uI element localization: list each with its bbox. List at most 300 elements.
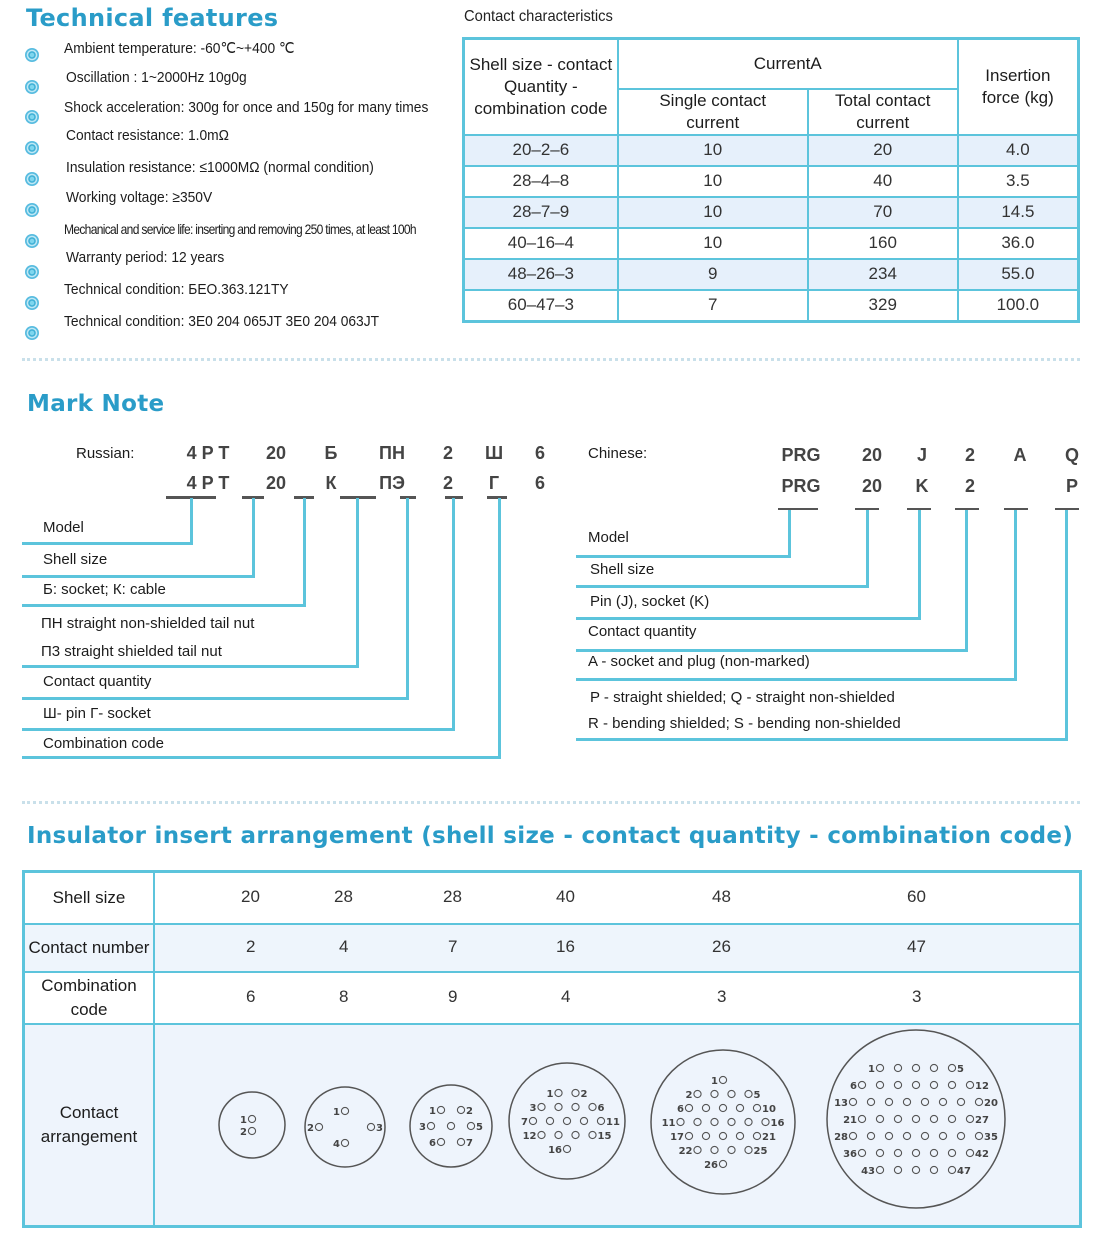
- value-cell: 8: [339, 986, 349, 1006]
- pin-label: 3: [376, 1122, 383, 1134]
- cell-force: 3.5: [958, 166, 1079, 197]
- feature-item: Working voltage: ≥350V: [66, 189, 213, 206]
- contact-pin: [694, 1118, 701, 1125]
- contact-pin: [930, 1115, 937, 1122]
- contact-pin: [685, 1132, 692, 1139]
- contact-pin: [457, 1106, 464, 1113]
- contact-pin: [930, 1166, 937, 1173]
- pin-label: 2: [580, 1088, 588, 1100]
- pin-label: 27: [975, 1114, 989, 1126]
- contact-pin: [921, 1132, 928, 1139]
- pin-label: 3: [419, 1121, 426, 1133]
- underline: [778, 508, 818, 510]
- contact-pin: [858, 1081, 865, 1088]
- contact-pin: [315, 1123, 322, 1130]
- leader-line: [866, 510, 869, 588]
- code-part: Ш: [484, 443, 504, 463]
- pin-label: 3: [529, 1102, 537, 1114]
- legend-line: [22, 575, 255, 578]
- contact-pin: [702, 1104, 709, 1111]
- value-cell: 16: [556, 936, 575, 956]
- legend-line: [576, 555, 791, 558]
- row-label: Shell size: [24, 872, 155, 924]
- pin-label: 10: [762, 1103, 776, 1115]
- feature-item: Insulation resistance: ≤1000MΩ (normal condition): [66, 159, 374, 176]
- feature-item: Oscillation : 1~2000Hz 10g0g: [66, 69, 247, 86]
- pin-label: 1: [333, 1106, 340, 1118]
- pin-label: 11: [661, 1117, 676, 1129]
- contact-pin: [930, 1081, 937, 1088]
- contact-characteristics-table: [462, 37, 1080, 323]
- legend-item: П3 straight shielded tail nut: [41, 643, 222, 660]
- bullet-icon: [25, 296, 39, 310]
- value-cell: 40: [556, 887, 575, 906]
- arrangement-diagrams: [154, 1024, 1081, 1227]
- cell-force: 36.0: [958, 228, 1079, 259]
- code-part: 2: [964, 476, 975, 496]
- cell-code: 28–4–8: [464, 166, 618, 197]
- cell-total: 234: [808, 259, 958, 290]
- legend-item: P - straight shielded; Q - straight non-shielded: [590, 689, 895, 706]
- bullet-icon: [25, 80, 39, 94]
- value-cell: 3: [717, 986, 727, 1006]
- contact-pin: [694, 1090, 701, 1097]
- header-single: Single contact current: [618, 89, 808, 135]
- cell-single: 10: [618, 135, 808, 166]
- contact-pin: [912, 1115, 919, 1122]
- leader-line: [918, 510, 921, 620]
- pin-label: 7: [521, 1116, 528, 1128]
- value-cell: 60: [907, 887, 926, 906]
- contact-pin: [975, 1098, 982, 1105]
- contact-pin: [555, 1131, 562, 1138]
- value-cell: 4: [339, 936, 349, 956]
- section-divider: [22, 801, 1080, 804]
- legend-item: R - bending shielded; S - bending non-shielded: [588, 715, 901, 732]
- value-cell: 6: [246, 986, 256, 1006]
- legend-line: [22, 665, 359, 668]
- pin-label: 6: [850, 1080, 857, 1092]
- value-cell: 7: [448, 936, 458, 956]
- cell-single: 9: [618, 259, 808, 290]
- contact-pin: [427, 1122, 434, 1129]
- contact-pin: [948, 1166, 955, 1173]
- contact-pin: [711, 1146, 718, 1153]
- contact-pin: [457, 1138, 464, 1145]
- feature-item: Shock acceleration: 300g for once and 150g for many times: [64, 99, 429, 116]
- bullet-icon: [25, 265, 39, 279]
- contact-pin: [912, 1064, 919, 1071]
- pin-label: 4: [333, 1138, 340, 1150]
- contact-pin: [719, 1104, 726, 1111]
- contact-values: [154, 924, 1081, 972]
- contact-pin: [948, 1149, 955, 1156]
- cell-single: 10: [618, 166, 808, 197]
- feature-item: Technical condition: 3E0 204 065JT 3E0 204 063JT: [64, 313, 380, 330]
- leader-line: [303, 498, 306, 607]
- pin-label: 28: [834, 1131, 848, 1143]
- pin-label: 47: [957, 1165, 971, 1177]
- contact-pin: [538, 1103, 545, 1110]
- connector-face-5: [651, 1050, 795, 1194]
- pin-label: 22: [678, 1145, 693, 1157]
- feature-item: Warranty period: 12 years: [66, 249, 225, 266]
- contact-pin: [546, 1117, 553, 1124]
- code-part: K: [915, 476, 929, 496]
- leader-line: [788, 510, 791, 558]
- contact-pin: [948, 1081, 955, 1088]
- bullet-icon: [25, 110, 39, 124]
- insulator-table: [22, 870, 1082, 1228]
- cell-total: 329: [808, 290, 958, 322]
- code-part: ПЭ: [379, 473, 405, 493]
- table-row: [464, 135, 1079, 166]
- contact-pin: [903, 1098, 910, 1105]
- pin-label: 15: [597, 1130, 612, 1142]
- pin-label: 5: [476, 1121, 483, 1133]
- contact-pin: [753, 1104, 760, 1111]
- pin-label: 12: [975, 1080, 989, 1092]
- legend-line: [22, 728, 455, 731]
- table-row: [464, 290, 1079, 322]
- contact-pin: [948, 1064, 955, 1071]
- value-cell: 26: [712, 936, 731, 956]
- contact-pin: [966, 1149, 973, 1156]
- contact-pin: [849, 1132, 856, 1139]
- value-cell: 2: [246, 936, 256, 956]
- contact-pin: [858, 1149, 865, 1156]
- contact-pin: [885, 1132, 892, 1139]
- code-part: 4 P T: [186, 473, 230, 493]
- contact-pin: [930, 1064, 937, 1071]
- pin-label: 2: [466, 1105, 473, 1117]
- cell-code: 40–16–4: [464, 228, 618, 259]
- bullet-icon: [25, 48, 39, 62]
- bullet-icon: [25, 203, 39, 217]
- contact-pin: [589, 1103, 596, 1110]
- code-part: 2: [442, 443, 453, 463]
- contact-pin: [572, 1103, 579, 1110]
- contact-pin: [876, 1166, 883, 1173]
- legend-line: [22, 542, 193, 545]
- contact-pin: [894, 1149, 901, 1156]
- combo-values: [154, 972, 1081, 1024]
- contact-number-row: [24, 924, 1081, 972]
- contact-pin: [867, 1098, 874, 1105]
- pin-label: 6: [429, 1137, 436, 1149]
- cell-force: 4.0: [958, 135, 1079, 166]
- connector-face-6: [827, 1030, 1005, 1208]
- chinese-label: Chinese:: [588, 445, 648, 462]
- legend-item: Pin (J), socket (K): [590, 593, 710, 610]
- leader-line: [965, 510, 968, 652]
- value-cell: 9: [448, 986, 458, 1006]
- contact-pin: [753, 1132, 760, 1139]
- leader-line: [1065, 510, 1068, 741]
- legend-line: [22, 697, 409, 700]
- pin-label: 16: [770, 1117, 785, 1129]
- pin-label: 2: [240, 1126, 247, 1138]
- cell-total: 40: [808, 166, 958, 197]
- legend-item: Shell size: [43, 551, 108, 568]
- bullet-icon: [25, 172, 39, 186]
- pin-label: 21: [762, 1131, 776, 1143]
- pin-label: 35: [984, 1131, 998, 1143]
- contact-pin: [736, 1104, 743, 1111]
- code-part: Г: [488, 473, 500, 493]
- technical-features-title: Technical features: [26, 4, 279, 32]
- contact-pin: [719, 1076, 726, 1083]
- code-part: 4 P T: [186, 443, 230, 463]
- contact-pin: [912, 1149, 919, 1156]
- value-cell: 20: [241, 887, 260, 906]
- contact-pin: [719, 1132, 726, 1139]
- pin-label: 1: [429, 1105, 436, 1117]
- header-current: CurrentA: [618, 39, 958, 89]
- pin-label: 1: [240, 1114, 247, 1126]
- contact-pin: [694, 1146, 701, 1153]
- feature-item: Ambient temperature: -60℃~+400 ℃: [64, 40, 295, 57]
- pin-label: 21: [843, 1114, 857, 1126]
- code-part: ПН: [379, 443, 405, 463]
- code-part: A: [1013, 445, 1027, 465]
- legend-item: Ш- pin Г- socket: [43, 705, 151, 722]
- insulator-title: Insulator insert arrangement (shell size - contact quantity - combination code): [27, 823, 1074, 849]
- contact-pin: [912, 1081, 919, 1088]
- connector-face-1: [219, 1092, 285, 1158]
- contact-pin: [885, 1098, 892, 1105]
- connector-face-3: [410, 1085, 492, 1167]
- feature-item: Contact resistance: 1.0mΩ: [66, 127, 229, 144]
- code-part: 2: [964, 445, 975, 465]
- table-row: [464, 166, 1079, 197]
- underline: [487, 496, 507, 499]
- connector-face-2: [305, 1087, 385, 1167]
- legend-item: Б: socket; К: cable: [43, 581, 166, 598]
- pin-label: 17: [670, 1131, 684, 1143]
- pin-label: 42: [975, 1148, 989, 1160]
- leader-line: [190, 498, 193, 545]
- pin-label: 1: [868, 1063, 875, 1075]
- arrangement-svg: [155, 1025, 1079, 1225]
- code-part: J: [916, 445, 927, 465]
- pin-label: 12: [522, 1130, 537, 1142]
- legend-line: [576, 585, 869, 588]
- contact-pin: [685, 1104, 692, 1111]
- pin-label: 1: [711, 1075, 718, 1087]
- row-label: Contact number: [24, 924, 155, 972]
- contact-pin: [894, 1115, 901, 1122]
- section-divider: [22, 358, 1080, 361]
- pin-label: 6: [677, 1103, 684, 1115]
- pin-label: 20: [984, 1097, 998, 1109]
- cell-force: 100.0: [958, 290, 1079, 322]
- contact-pin: [867, 1132, 874, 1139]
- feature-item: Mechanical and service life: inserting and removing 250 times, at least 100h: [64, 221, 416, 237]
- contact-pin: [529, 1117, 536, 1124]
- contact-pin: [580, 1117, 587, 1124]
- contact-pin: [711, 1090, 718, 1097]
- code-part: 20: [265, 473, 287, 493]
- leader-line: [498, 498, 501, 759]
- shell-values: [154, 872, 1081, 924]
- contact-pin: [447, 1122, 454, 1129]
- contact-pin: [876, 1149, 883, 1156]
- pin-label: 2: [307, 1122, 314, 1134]
- contact-pin: [745, 1090, 752, 1097]
- leader-line: [1014, 510, 1017, 681]
- code-part: 20: [265, 443, 287, 463]
- header-total: Total contact current: [808, 89, 958, 135]
- bullet-icon: [25, 141, 39, 155]
- code-part: К: [325, 473, 337, 493]
- legend-item: Model: [588, 529, 629, 546]
- contact-pin: [939, 1098, 946, 1105]
- leader-line: [356, 498, 359, 668]
- contact-pin: [849, 1098, 856, 1105]
- code-part: Б: [324, 443, 338, 463]
- code-part: PRG: [781, 445, 821, 465]
- contact-pin: [589, 1131, 596, 1138]
- code-part: 6: [534, 473, 545, 493]
- shell-size-row: [24, 872, 1081, 924]
- code-part: Q: [1064, 445, 1079, 465]
- contact-pin: [711, 1118, 718, 1125]
- russian-label: Russian:: [76, 445, 135, 462]
- contact-pin: [876, 1064, 883, 1071]
- contact-pin: [912, 1166, 919, 1173]
- row-label: Combination code: [24, 972, 155, 1024]
- contact-pin: [538, 1131, 545, 1138]
- contact-pin: [563, 1145, 570, 1152]
- legend-item: A - socket and plug (non-marked): [588, 653, 810, 670]
- legend-item: Contact quantity: [588, 623, 697, 640]
- contact-pin: [745, 1118, 752, 1125]
- contact-characteristics-title: Contact characteristics: [464, 8, 613, 25]
- cell-code: 20–2–6: [464, 135, 618, 166]
- code-part: PRG: [781, 476, 821, 496]
- contact-pin: [728, 1118, 735, 1125]
- contact-pin: [677, 1118, 684, 1125]
- contact-pin: [572, 1131, 579, 1138]
- legend-line: [576, 738, 1068, 741]
- contact-pin: [966, 1115, 973, 1122]
- leader-line: [406, 498, 409, 698]
- contact-pin: [728, 1090, 735, 1097]
- contact-pin: [876, 1115, 883, 1122]
- contact-pin: [437, 1106, 444, 1113]
- leader-line: [252, 498, 255, 578]
- contact-pin: [903, 1132, 910, 1139]
- contact-pin: [719, 1160, 726, 1167]
- combination-code-row: [24, 972, 1081, 1024]
- contact-pin: [341, 1107, 348, 1114]
- bullet-icon: [25, 234, 39, 248]
- pin-label: 25: [753, 1145, 768, 1157]
- contact-pin: [957, 1132, 964, 1139]
- legend-line: [22, 604, 306, 607]
- cell-total: 160: [808, 228, 958, 259]
- legend-item: Shell size: [590, 561, 655, 578]
- pin-label: 11: [606, 1116, 620, 1128]
- contact-pin: [367, 1123, 374, 1130]
- legend-item: ПН straight non-shielded tail nut: [41, 615, 255, 632]
- contact-pin: [728, 1146, 735, 1153]
- value-cell: 47: [907, 936, 926, 956]
- cell-single: 7: [618, 290, 808, 322]
- cell-single: 10: [618, 228, 808, 259]
- leader-line: [452, 498, 455, 730]
- contact-pin: [555, 1103, 562, 1110]
- contact-pin: [467, 1122, 474, 1129]
- contact-pin: [341, 1139, 348, 1146]
- contact-pin: [572, 1089, 579, 1096]
- table-row: [464, 228, 1079, 259]
- cell-code: 48–26–3: [464, 259, 618, 290]
- legend-item: Model: [43, 519, 84, 536]
- contact-pin: [597, 1117, 604, 1124]
- feature-item: Technical condition: БЕО.363.121TY: [64, 281, 289, 298]
- legend-line: [576, 617, 921, 620]
- pin-label: 6: [597, 1102, 605, 1114]
- pin-label: 43: [861, 1165, 875, 1177]
- mark-note-title: Mark Note: [27, 391, 165, 417]
- contact-pin: [563, 1117, 570, 1124]
- contact-pin: [930, 1149, 937, 1156]
- header-code: Shell size - contact Quantity - combination code: [464, 39, 618, 135]
- cell-single: 10: [618, 197, 808, 228]
- code-part: 20: [861, 476, 883, 496]
- pin-label: 5: [957, 1063, 964, 1075]
- value-cell: 4: [561, 986, 571, 1006]
- contact-pin: [762, 1118, 769, 1125]
- contact-pin: [894, 1166, 901, 1173]
- pin-label: 36: [843, 1148, 857, 1160]
- shell-outline: [305, 1087, 385, 1167]
- contact-pin: [745, 1146, 752, 1153]
- code-part: 6: [534, 443, 545, 463]
- cell-total: 20: [808, 135, 958, 166]
- value-cell: 48: [712, 887, 731, 906]
- contact-arrangement-row: [24, 1024, 1081, 1227]
- contact-pin: [437, 1138, 444, 1145]
- cell-force: 55.0: [958, 259, 1079, 290]
- bullet-icon: [25, 326, 39, 340]
- table-row: [464, 197, 1079, 228]
- value-cell: 3: [912, 986, 922, 1006]
- value-cell: 28: [334, 887, 353, 906]
- cell-force: 14.5: [958, 197, 1079, 228]
- value-cell: 28: [443, 887, 462, 906]
- pin-label: 5: [753, 1089, 761, 1101]
- pin-label: 7: [466, 1137, 473, 1149]
- contact-pin: [894, 1064, 901, 1071]
- header-force: Insertion force (kg): [958, 39, 1079, 135]
- shell-outline: [219, 1092, 285, 1158]
- contact-pin: [957, 1098, 964, 1105]
- contact-pin: [858, 1115, 865, 1122]
- pin-label: 16: [548, 1144, 562, 1156]
- contact-pin: [555, 1089, 562, 1096]
- contact-pin: [876, 1081, 883, 1088]
- contact-pin: [948, 1115, 955, 1122]
- code-part: 20: [861, 445, 883, 465]
- legend-line: [576, 678, 1017, 681]
- contact-pin: [736, 1132, 743, 1139]
- contact-pin: [966, 1081, 973, 1088]
- legend-item: Combination code: [43, 735, 164, 752]
- contact-pin: [939, 1132, 946, 1139]
